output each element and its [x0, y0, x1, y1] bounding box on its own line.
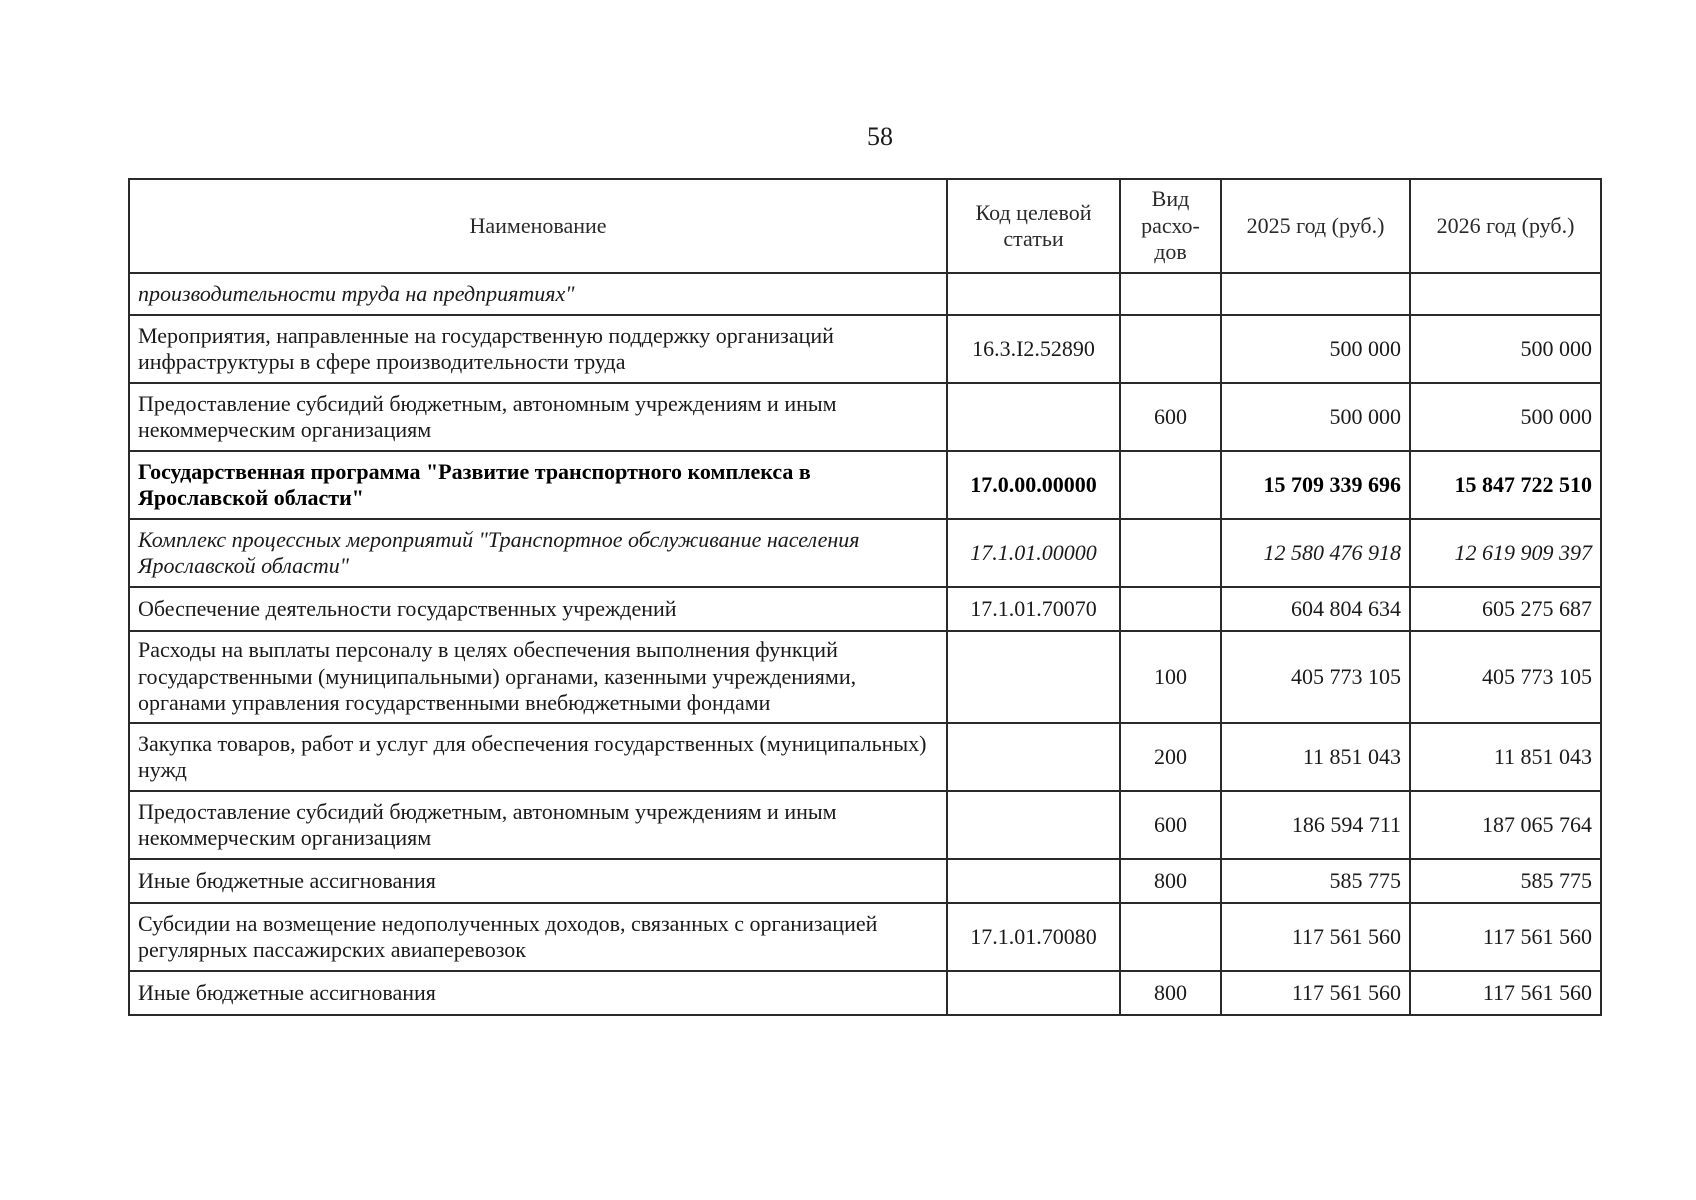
row-2025: 15 709 339 696: [1221, 451, 1410, 519]
row-2025: 500 000: [1221, 383, 1410, 451]
row-2025: 117 561 560: [1221, 971, 1410, 1015]
row-2025: 585 775: [1221, 859, 1410, 903]
row-name: Государственная программа "Развитие транспортного комплекса в Ярославской области": [129, 451, 947, 519]
row-2026: 605 275 687: [1410, 587, 1601, 631]
row-type: 800: [1120, 971, 1221, 1015]
row-2026: 117 561 560: [1410, 903, 1601, 971]
table-row: [129, 383, 1601, 451]
row-code: 17.1.01.70070: [947, 587, 1120, 631]
row-name: Иные бюджетные ассигнования: [129, 859, 947, 903]
row-type: 600: [1120, 383, 1221, 451]
row-code: [947, 723, 1120, 791]
row-2025: 405 773 105: [1221, 631, 1410, 723]
row-name: Иные бюджетные ассигнования: [129, 971, 947, 1015]
table-row: [129, 315, 1601, 383]
table-row: [129, 971, 1601, 1015]
row-type: [1120, 315, 1221, 383]
row-name: Закупка товаров, работ и услуг для обеспечения государственных (муниципальных) нужд: [129, 723, 947, 791]
table-row: [129, 451, 1601, 519]
budget-table: [128, 178, 1602, 1016]
row-type: [1120, 273, 1221, 315]
row-code: [947, 791, 1120, 859]
row-2025: 12 580 476 918: [1221, 519, 1410, 587]
row-2026: 187 065 764: [1410, 791, 1601, 859]
row-name: Комплекс процессных мероприятий "Транспортное обслуживание населения Ярославской области": [129, 519, 947, 587]
row-code: 17.1.01.00000: [947, 519, 1120, 587]
row-2025: 500 000: [1221, 315, 1410, 383]
row-name: Обеспечение деятельности государственных учреждений: [129, 587, 947, 631]
row-2025: 11 851 043: [1221, 723, 1410, 791]
row-2026: 11 851 043: [1410, 723, 1601, 791]
header-2025: 2025 год (руб.): [1221, 179, 1410, 273]
row-name: Субсидии на возмещение недополученных доходов, связанных с организацией регулярных пассажирских авиаперевозок: [129, 903, 947, 971]
row-name: Предоставление субсидий бюджетным, автономным учреждениям и иным некоммерческим организациям: [129, 791, 947, 859]
table-row: [129, 859, 1601, 903]
row-2025: 604 804 634: [1221, 587, 1410, 631]
row-type: [1120, 519, 1221, 587]
row-type: [1120, 587, 1221, 631]
row-type: 600: [1120, 791, 1221, 859]
table-row: [129, 519, 1601, 587]
row-2026: 500 000: [1410, 315, 1601, 383]
row-code: 16.3.I2.52890: [947, 315, 1120, 383]
table-row: [129, 631, 1601, 723]
row-name: производительности труда на предприятиях": [129, 273, 947, 315]
table-body: [129, 273, 1601, 1015]
row-2026: 405 773 105: [1410, 631, 1601, 723]
row-2026: 117 561 560: [1410, 971, 1601, 1015]
row-name: Мероприятия, направленные на государственную поддержку организаций инфраструктуры в сфере производительности труда: [129, 315, 947, 383]
row-type: [1120, 451, 1221, 519]
row-code: [947, 273, 1120, 315]
row-type: 800: [1120, 859, 1221, 903]
header-name: Наименование: [129, 179, 947, 273]
table-row: [129, 587, 1601, 631]
row-2026: 15 847 722 510: [1410, 451, 1601, 519]
row-2025: 117 561 560: [1221, 903, 1410, 971]
row-type: [1120, 903, 1221, 971]
row-2026: [1410, 273, 1601, 315]
header-code: Код целевой статьи: [947, 179, 1120, 273]
table-row: [129, 791, 1601, 859]
row-2026: 12 619 909 397: [1410, 519, 1601, 587]
table-row: [129, 723, 1601, 791]
table-header-row: [129, 179, 1601, 273]
header-type: Вид расхо-дов: [1120, 179, 1221, 273]
row-type: 200: [1120, 723, 1221, 791]
row-2025: [1221, 273, 1410, 315]
row-code: [947, 383, 1120, 451]
row-type: 100: [1120, 631, 1221, 723]
table-row: [129, 273, 1601, 315]
row-code: [947, 859, 1120, 903]
row-name: Предоставление субсидий бюджетным, автономным учреждениям и иным некоммерческим организациям: [129, 383, 947, 451]
row-2026: 500 000: [1410, 383, 1601, 451]
row-code: 17.1.01.70080: [947, 903, 1120, 971]
row-code: [947, 631, 1120, 723]
page-number: 58: [867, 122, 893, 151]
row-name: Расходы на выплаты персоналу в целях обеспечения выполнения функций государственными (муниципальными) органами, казенными учреждениями, органами управления государственными внебюджетными фондами: [129, 631, 947, 723]
row-code: [947, 971, 1120, 1015]
row-2025: 186 594 711: [1221, 791, 1410, 859]
row-2026: 585 775: [1410, 859, 1601, 903]
row-code: 17.0.00.00000: [947, 451, 1120, 519]
header-2026: 2026 год (руб.): [1410, 179, 1601, 273]
table-row: [129, 903, 1601, 971]
